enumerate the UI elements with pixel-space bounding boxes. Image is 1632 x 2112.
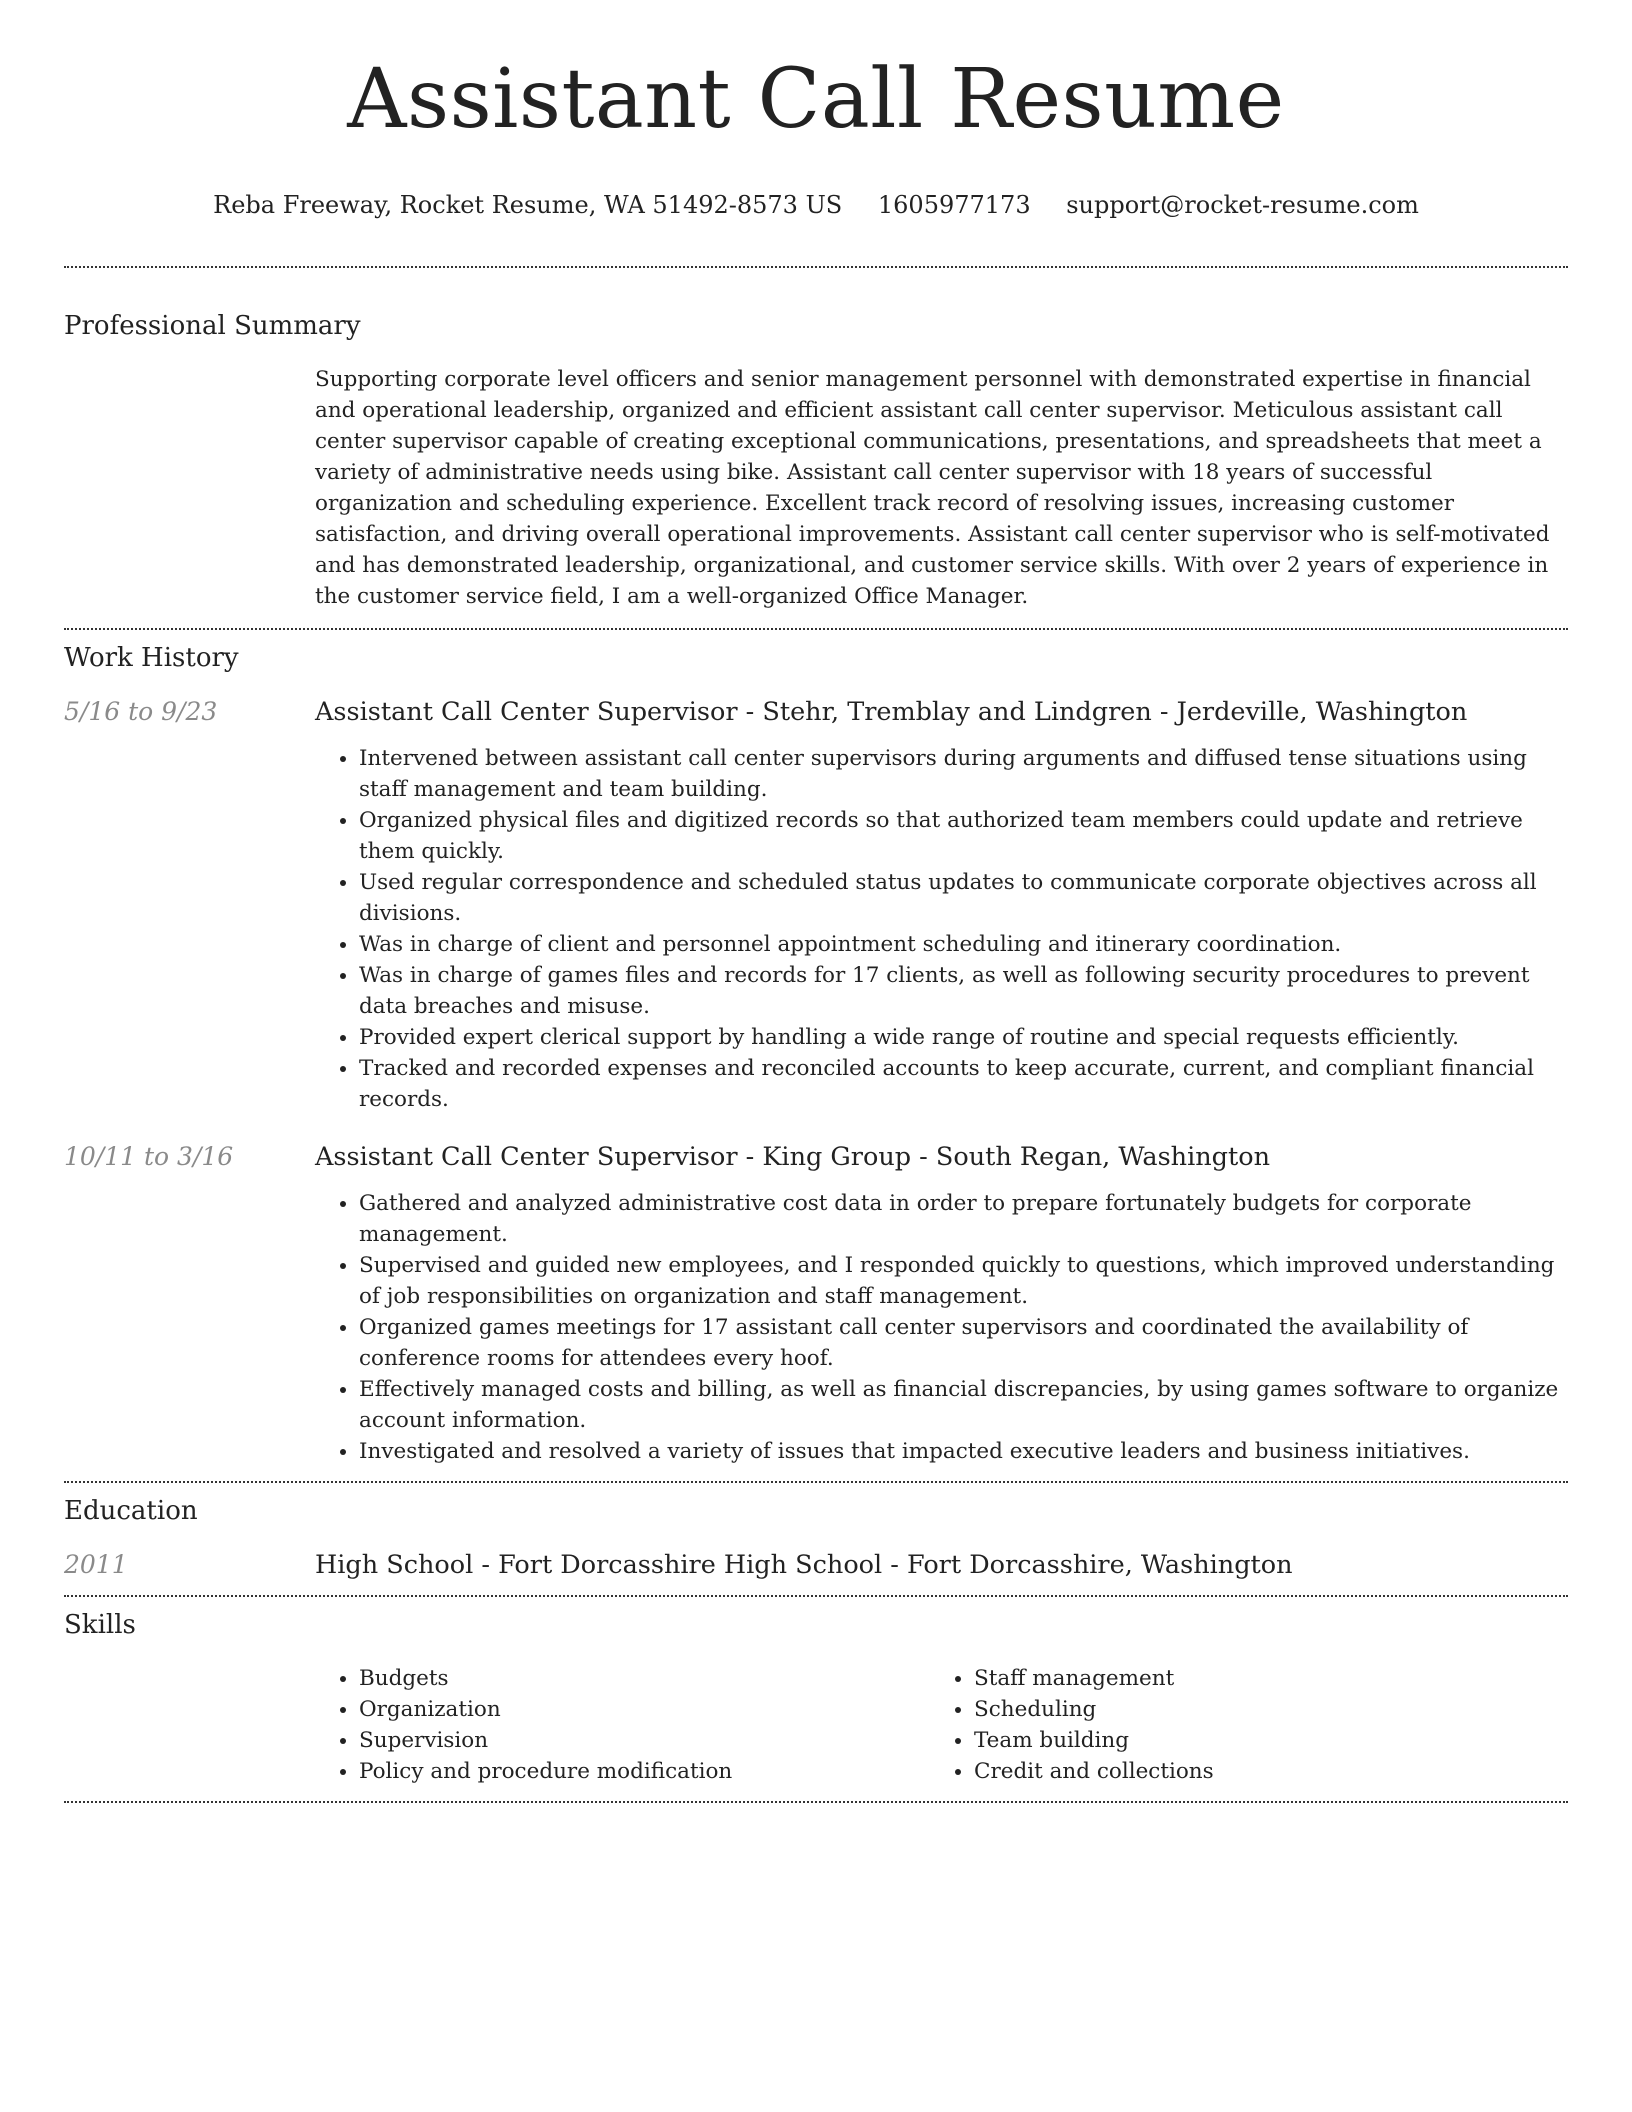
skill-item: • Staff management bbox=[974, 1663, 1545, 1694]
skill-item: • Credit and collections bbox=[974, 1756, 1545, 1787]
education-year: 2011 bbox=[64, 1550, 128, 1579]
divider bbox=[64, 1801, 1568, 1803]
skill-item: • Policy and procedure modification bbox=[359, 1756, 930, 1787]
job-dates: 5/16 to 9/23 bbox=[64, 697, 218, 726]
job-bullets bbox=[315, 743, 1568, 1115]
section-title-education: Education bbox=[64, 1496, 198, 1526]
job-bullet: • Gathered and analyzed administrative cost data in order to prepare fortunately budgets for corporate management. bbox=[359, 1188, 1568, 1250]
job-bullet: • Intervened between assistant call center supervisors during arguments and diffused tense situations using staff management and team building. bbox=[359, 743, 1568, 805]
section-title-skills: Skills bbox=[64, 1610, 136, 1640]
job-heading: Assistant Call Center Supervisor - King Group - South Regan, Washington bbox=[315, 1142, 1271, 1172]
job-bullet: • Organized games meetings for 17 assistant call center supervisors and coordinated the availability of conference rooms for attendees every hoof. bbox=[359, 1312, 1568, 1374]
job-bullet: • Provided expert clerical support by handling a wide range of routine and special requests efficiently. bbox=[359, 1022, 1568, 1053]
skill-item: • Organization bbox=[359, 1694, 930, 1725]
summary-text: Supporting corporate level officers and senior management personnel with demonstrated expertise in financial and operational leadership, organized and efficient assistant call center supervisor. Meticulous assistant call center supervisor capable of creating exceptional communications, presentations, and spreadsheets that meet a variety of administrative needs using bike. Assistant call center supervisor with 18 years of successful organization and scheduling experience. Excellent track record of resolving issues, increasing customer satisfaction, and driving overall operational improvements. Assistant call center supervisor who is self-motivated and has demonstrated leadership, organizational, and customer service skills. With over 2 years of experience in the customer service field, I am a well-organized Office Manager. bbox=[315, 367, 1550, 609]
job-entry bbox=[64, 696, 1568, 1115]
education-section bbox=[64, 1483, 1568, 1595]
job-bullet: • Organized physical files and digitized records so that authorized team members could update and retrieve them quickly. bbox=[359, 805, 1568, 867]
skills-list-left bbox=[315, 1663, 930, 1787]
skill-item: • Team building bbox=[974, 1725, 1545, 1756]
job-bullet: • Effectively managed costs and billing, as well as financial discrepancies, by using games software to organize account information. bbox=[359, 1374, 1568, 1436]
job-bullet: • Used regular correspondence and scheduled status updates to communicate corporate objectives across all divisions. bbox=[359, 867, 1568, 929]
skills-list-right bbox=[930, 1663, 1545, 1787]
job-bullet: • Investigated and resolved a variety of issues that impacted executive leaders and business initiatives. bbox=[359, 1436, 1568, 1467]
contact-phone: 1605977173 bbox=[877, 191, 1031, 219]
skill-item: • Budgets bbox=[359, 1663, 930, 1694]
summary-section bbox=[64, 268, 1568, 628]
section-title-summary: Professional Summary bbox=[64, 311, 361, 341]
job-bullet: • Was in charge of client and personnel appointment scheduling and itinerary coordination. bbox=[359, 929, 1568, 960]
skill-item: • Scheduling bbox=[974, 1694, 1545, 1725]
job-bullet: • Was in charge of games files and records for 17 clients, as well as following security procedures to prevent data breaches and misuse. bbox=[359, 960, 1568, 1022]
job-bullet: • Tracked and recorded expenses and reconciled accounts to keep accurate, current, and compliant financial records. bbox=[359, 1053, 1568, 1115]
contact-line bbox=[64, 190, 1568, 220]
work-history-section bbox=[64, 630, 1568, 1481]
education-heading: High School - Fort Dorcasshire High School - Fort Dorcasshire, Washington bbox=[315, 1550, 1293, 1580]
resume-title: Assistant Call Resume bbox=[347, 52, 1285, 147]
contact-address: Reba Freeway, Rocket Resume, WA 51492-8573 US bbox=[213, 191, 843, 219]
job-entry bbox=[64, 1141, 1568, 1481]
skill-item: • Supervision bbox=[359, 1725, 930, 1756]
job-bullets bbox=[315, 1188, 1568, 1467]
section-title-work-history: Work History bbox=[64, 643, 239, 673]
skills-section bbox=[64, 1597, 1568, 1801]
contact-email: support@rocket-resume.com bbox=[1066, 191, 1419, 219]
job-heading: Assistant Call Center Supervisor - Stehr, Tremblay and Lindgren - Jerdeville, Washington bbox=[315, 697, 1468, 727]
job-bullet: • Supervised and guided new employees, and I responded quickly to questions, which improved understanding of job responsibilities on organization and staff management. bbox=[359, 1250, 1568, 1312]
job-dates: 10/11 to 3/16 bbox=[64, 1142, 234, 1171]
